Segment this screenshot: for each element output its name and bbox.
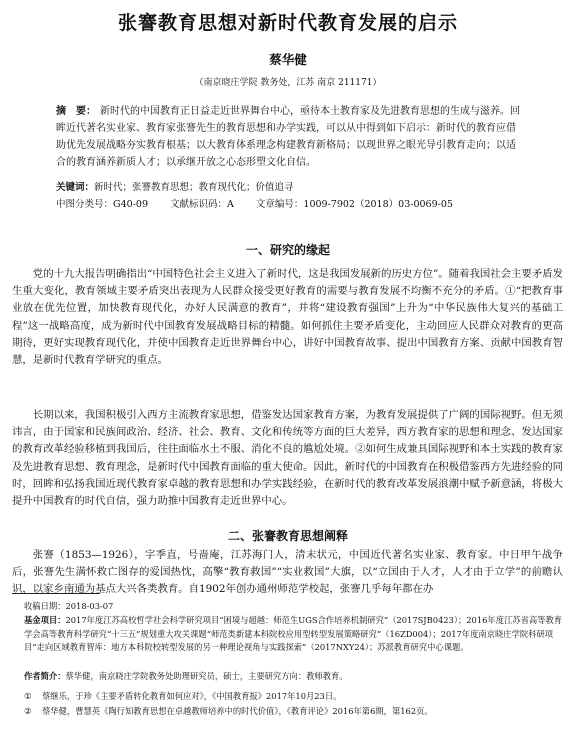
doc-code-label: 文献标识码： [170,199,228,210]
footnote-item [24,690,563,702]
article-number-label: 文章编号： [255,199,304,210]
footnote-text: 蔡继乐，于珍《主要矛盾转化教育如何应对》，《中国教育报》2017年10月23日。 [42,691,342,701]
keywords-line [56,181,294,195]
clc-label: 中图分类号： [56,199,114,210]
article-number-value: 1009-7902（2018）03-0069-05 [303,199,453,210]
keywords-text: 新时代；张謇教育思想；教育现代化；价值追寻 [94,182,294,193]
footnote-divider [12,593,100,594]
clc-value: G40-09 [113,199,148,210]
funding-text: 2017年度江苏高校哲学社会科学研究项目“困境与超越：师范生UGS合作培养机制研究”（2017SJB0423）；2016年度江苏省高等教育学会高等教育科学研究“十三五”规划重大攻关课题“师范类新建本科院校应用型转型发展策略研究”（16ZD004）；2017年度南京晓庄学院科研项目“走向区域教育智库：地方本科院校转型发展的另一种理论视角与实践探索”（2017NXY24）；苏派教育研究中心课题。 [24,615,563,652]
classification-line [56,198,453,212]
keywords-label: 关键词： [56,182,95,193]
abstract-text: 新时代的中国教育正日益走近世界舞台中心，亟待本土教育家及先进教育思想的生成与滋养。回眸近代著名实业家、教育家张謇先生的教育思想和办学实践，可以从中得到如下启示：新时代的教育应借助优先发展战略夯实教育根基；以大教育体系理念构建教育新格局；以现世界之眼光导引教育走向；以适合的教育涵养新质人才；以承继开放之心态形塑文化自信。 [56,106,520,168]
section-heading-2: 二、张謇教育思想阐释 [227,529,348,543]
body-paragraph: 长期以来，我国积极引入西方主流教育家思想，借鉴发达国家教育方案，为教育发展提供了广阔的国际视野。但无须讳言，由于国家和民族间政治、经济、社会、教育、文化和传统等方面的巨大差异，西方教育家的思想和理念、发达国家的教育改革经验移植到我国后，往往面临水土不服、消化不良的尴尬处境。②如何生成兼具国际视野和本土实践的教育家及先进教育思想、教育理念，是新时代中国教育面临的重大使命。因此，新时代的中国教育在积极借鉴西方先进经验的同时，回眸和弘扬我国近现代教育家卓越的教育思想和办学实践经验，在新时代的教育改革发展浪潮中赋予新意涵，将极大提升中国教育的时代自信，强力助推中国教育走近世界中心。 [12,409,563,508]
author-name: 蔡华健 [269,52,307,67]
footnote-number: ① [24,691,32,701]
paper-title: 张謇教育思想对新时代教育发展的启示 [117,12,458,34]
funding-note [24,614,563,655]
author-affiliation: （南京晓庄学院 教务处，江苏 南京 211171） [194,78,382,88]
abstract-label: 摘 要： [56,106,96,117]
body-paragraph: 党的十九大报告明确指出“中国特色社会主义进入了新时代，这是我国发展新的历史方位”。随着我国社会主要矛盾发生重大变化，教育领域主要矛盾突出表现为人民群众接受更好教育的需要与教育发展不均衡不充分的矛盾。①“把教育事业放在优先位置，加快教育现代化，办好人民满意的教育”，并将“建设教育强国”上升为“中华民族伟大复兴的基础工程”这一战略高度，成为新时代中国教育发展战略目标的精髓。如何抓住主要矛盾变化，主动回应人民群众对教育的更高期待，更好实现教育现代化，并使中国教育走近世界舞台中心，讲好中国教育故事、提出中国教育方案、贡献中国教育智慧，是新时代教育学研究的重点。 [12,268,563,367]
footnote-number: ② [24,706,32,716]
received-label: 收稿日期： [24,601,66,611]
received-value: 2018-03-07 [65,601,114,611]
received-date [24,600,563,614]
doc-code-value: A [227,199,234,210]
author-bio-label: 作者简介： [24,671,66,681]
author-bio-text: 蔡华健，南京晓庄学院教务处助理研究员，硕士，主要研究方向：教师教育。 [65,671,348,681]
body-paragraph: 张謇（1853—1926），字季直，号啬庵，江苏海门人，清末状元，中国近代著名实业家、教育家。中日甲午战争后，张謇先生满怀救亡图存的爱国热忱，高擎“教育救国”“实业救国”大旗，以“立国由于人才，人才由于立学”的前瞻认识，以家乡南通为基点大兴各类教育。自1902年创办通州师范学校起，张謇几乎每年都在办 [12,549,563,596]
author-bio [24,670,563,684]
section-heading-1: 一、研究的缘起 [245,243,330,257]
footnote-text: 蔡华健，曹慧英《陶行知教育思想在卓越教师培养中的时代价值》，《教育评论》2016年第6期，第162页。 [42,706,433,716]
footnote-item [24,705,563,717]
funding-label: 基金项目： [24,615,66,625]
abstract [56,103,520,171]
